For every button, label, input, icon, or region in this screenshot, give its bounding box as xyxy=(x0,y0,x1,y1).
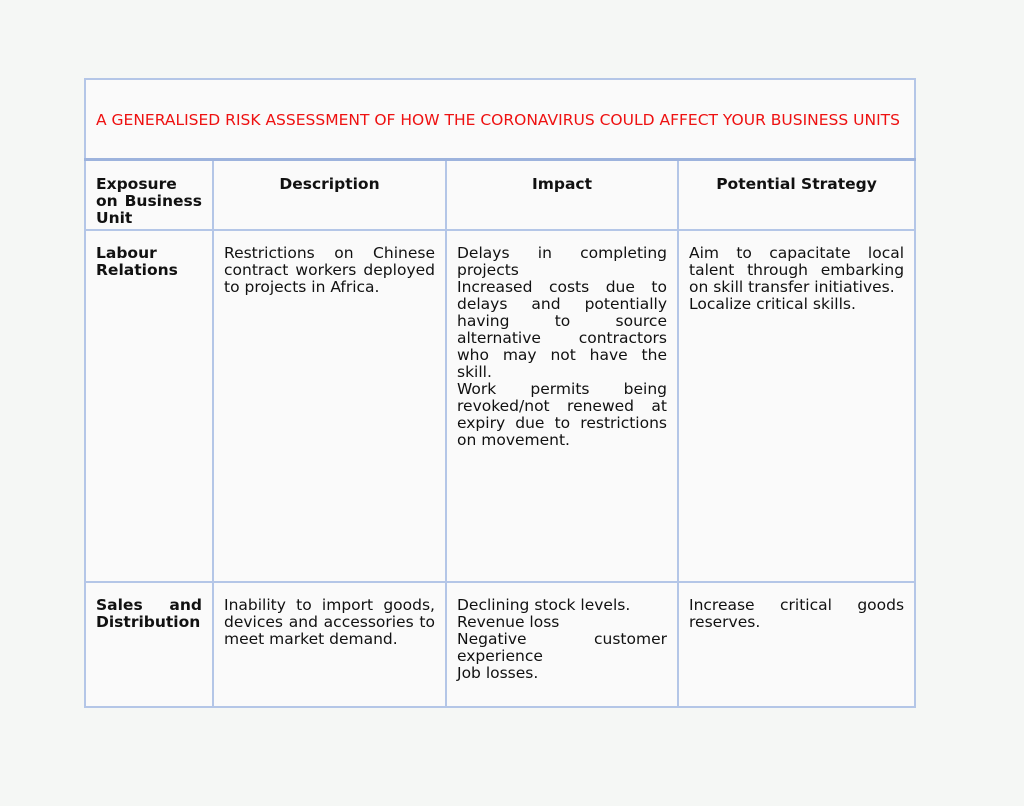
impact-item: Increased costs due to delays and potentially having to source alternative contractors who may not have the skill. xyxy=(457,278,667,381)
row-description: Restrictions on Chinese contract workers deployed to projects in Africa. xyxy=(224,244,435,296)
row-exposure-cell xyxy=(85,582,213,707)
header-impact: Impact xyxy=(446,160,678,231)
row-strategy-cell xyxy=(678,230,915,582)
impact-item: Revenue loss xyxy=(457,613,560,631)
table-row xyxy=(85,230,915,582)
header-strategy: Potential Strategy xyxy=(678,160,915,231)
header-exposure: Exposure on Business Unit xyxy=(85,160,213,231)
row-impact-cell xyxy=(446,582,678,707)
impact-item: Declining stock levels. xyxy=(457,596,631,614)
strategy-item: Aim to capacitate local talent through embarking on skill transfer initiatives. xyxy=(689,244,905,296)
row-description: Inability to import goods, devices and accessories to meet market demand. xyxy=(224,596,435,648)
strategy-item: Increase critical goods reserves. xyxy=(689,596,905,631)
impact-item: Work permits being revoked/not renewed at expiry due to restrictions on movement. xyxy=(457,380,667,449)
header-description: Description xyxy=(213,160,446,231)
row-impact-cell xyxy=(446,230,678,582)
row-description-cell xyxy=(213,582,446,707)
row-exposure-cell xyxy=(85,230,213,582)
table-row xyxy=(85,582,915,707)
strategy-item: Localize critical skills. xyxy=(689,295,856,313)
impact-item: Delays in completing projects xyxy=(457,244,667,279)
row-exposure: Labour Relations xyxy=(96,244,178,279)
row-description-cell xyxy=(213,230,446,582)
impact-item: Job losses. xyxy=(457,664,539,682)
row-strategy-cell xyxy=(678,582,915,707)
table-title-cell xyxy=(85,79,915,160)
table-title: A GENERALISED RISK ASSESSMENT OF HOW THE CORONAVIRUS COULD AFFECT YOUR BUSINESS UNITS xyxy=(96,111,900,129)
impact-item: Negative customer experience xyxy=(457,630,667,665)
row-exposure: Sales and Distribution xyxy=(96,596,202,631)
risk-assessment-table xyxy=(84,78,916,708)
